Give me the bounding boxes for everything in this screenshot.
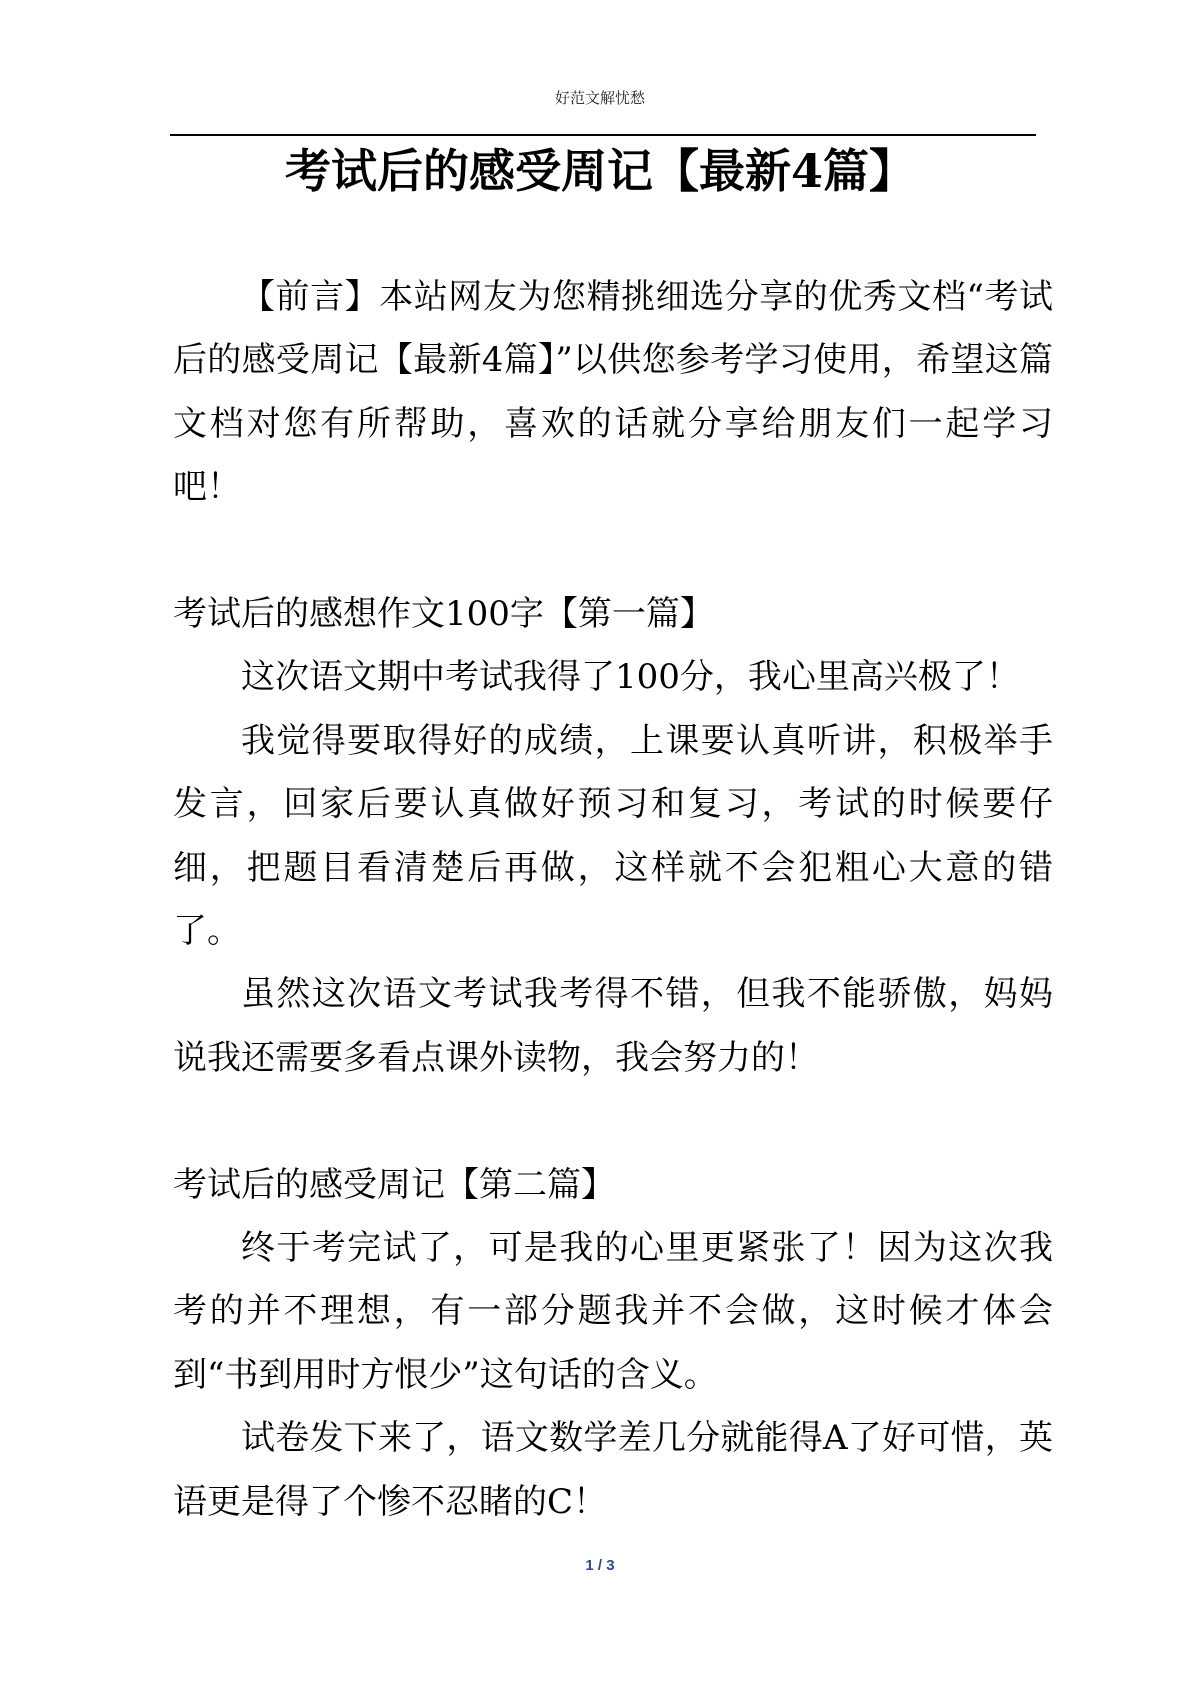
section-heading: 考试后的感想作文100字【第一篇】 bbox=[173, 594, 714, 635]
body-paragraph: 这次语文期中考试我得了100分，我心里高兴极了！ bbox=[241, 657, 1020, 698]
header-divider bbox=[170, 134, 1036, 136]
section-spacer bbox=[173, 1090, 1053, 1153]
page-header-text: 好范文解忧愁 bbox=[554, 89, 645, 107]
preface-paragraph: 【前言】本站网友为您精挑细选分享的优秀文档“考试后的感受周记【最新4篇】”以供您参考学习使用，希望这篇文档对您有所帮助，喜欢的话就分享给朋友们一起学习吧！ bbox=[173, 277, 1053, 508]
body-paragraph: 虽然这次语文考试我考得不错，但我不能骄傲，妈妈说我还需要多看点课外读物，我会努力的！ bbox=[173, 974, 1053, 1078]
document-title: 考试后的感受周记【最新4篇】 bbox=[284, 144, 915, 198]
body-paragraph: 我觉得要取得好的成绩，上课要认真听讲，积极举手发言，回家后要认真做好预习和复习，考试的时候要仔细，把题目看清楚后再做，这样就不会犯粗心大意的错了。 bbox=[173, 720, 1053, 952]
section-heading: 考试后的感受周记【第二篇】 bbox=[173, 1164, 615, 1205]
section-spacer bbox=[173, 520, 1053, 583]
document-body bbox=[173, 266, 1053, 1534]
body-paragraph: 试卷发下来了，语文数学差几分就能得A了好可惜，英语更是得了个惨不忍睹的C！ bbox=[173, 1418, 1053, 1522]
page-number: 1 / 3 bbox=[585, 1557, 615, 1574]
body-paragraph: 终于考完试了，可是我的心里更紧张了！因为这次我考的并不理想，有一部分题我并不会做，这时候才体会到“书到用时方恨少”这句话的含义。 bbox=[173, 1228, 1053, 1395]
